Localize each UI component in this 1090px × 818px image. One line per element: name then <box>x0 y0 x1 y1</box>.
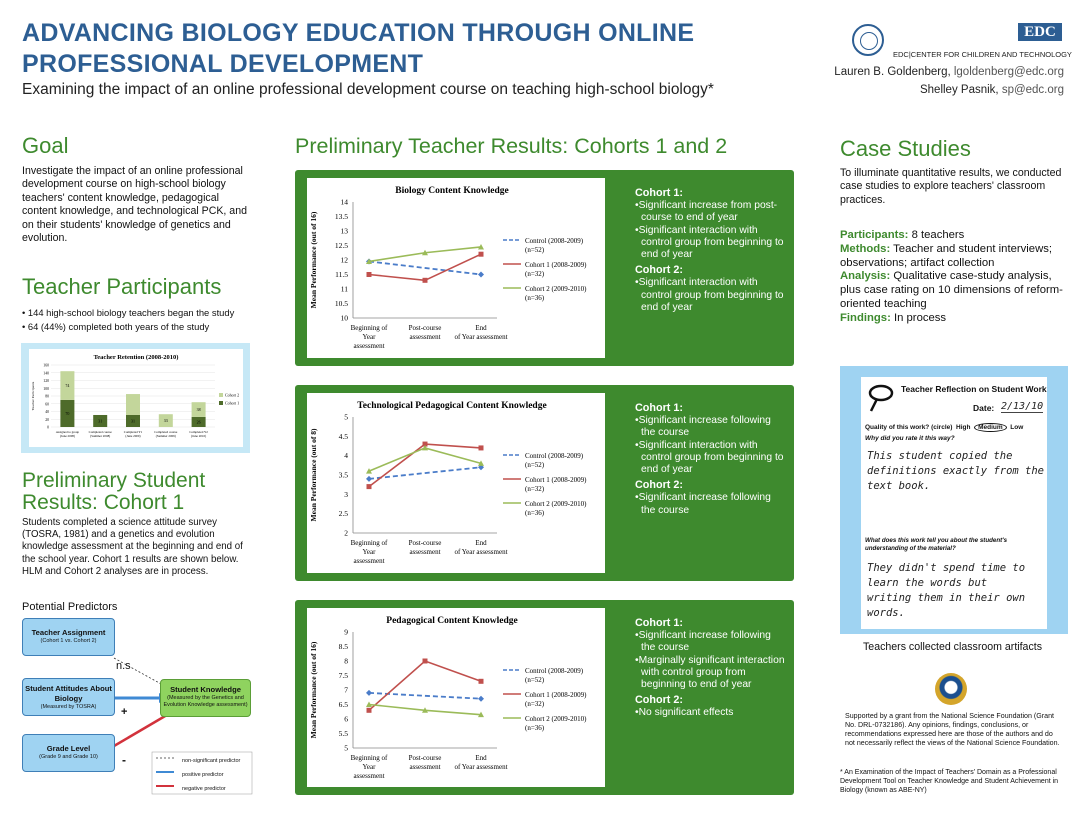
legend-label: Cohort 1 (2008-2009) <box>525 476 587 484</box>
author-1 <box>834 66 1064 78</box>
date-label: Date: <box>973 403 995 413</box>
nsf-logo-icon <box>935 673 967 705</box>
date-value: 2/13/10 <box>1001 401 1044 412</box>
x-tick-label: (June 2008) <box>59 434 75 438</box>
cohort1-heading: Cohort 1: <box>635 617 683 629</box>
legend-label: (n=52) <box>525 461 545 469</box>
y-tick-label: 6.5 <box>338 700 348 709</box>
data-point <box>478 696 484 702</box>
participants-value: 8 teachers <box>911 229 965 241</box>
result-item: •No significant effects <box>635 707 734 719</box>
y-tick-label: 60 <box>45 402 49 407</box>
why-question: Why did you rate it this way? <box>865 435 955 442</box>
legend-label: Control (2008-2009) <box>525 667 584 675</box>
legend-negative: negative predictor <box>182 786 226 792</box>
x-tick-label: (Summer 2008) <box>90 434 111 438</box>
y-tick-label: 0 <box>47 425 49 430</box>
x-tick-label: Post-course <box>408 324 442 332</box>
data-point <box>478 272 484 278</box>
x-tick-label: (June 2009) <box>125 434 141 438</box>
author-2 <box>920 84 1064 96</box>
legend-label: (n=36) <box>525 509 545 517</box>
case-studies-text: To illuminate quantitative results, we conducted case studies to explore teachers' classroom practices. <box>840 167 1062 206</box>
case-studies-heading: Case Studies <box>840 136 971 161</box>
bar-label: 70 <box>65 410 70 416</box>
teacher-results-heading: Preliminary Teacher Results: Cohorts 1 and 2 <box>295 134 728 158</box>
list-item: • 144 high-school biology teachers began the study <box>22 307 235 318</box>
cohort2-heading: Cohort 2: <box>635 694 683 707</box>
result-item: •Significant increase from post-course to end of year <box>635 200 778 224</box>
author-name: Shelley Pasnik, <box>919 84 999 96</box>
data-point <box>423 659 428 664</box>
methods-label: Methods: <box>840 242 891 255</box>
legend-label: (n=32) <box>525 270 545 278</box>
legend-label: (n=36) <box>525 294 545 302</box>
result-item: •Significant increase following the course <box>635 415 771 439</box>
legend-label: (n=32) <box>525 485 545 493</box>
grade-level-box: Grade Level (Grade 9 and Grade 10) <box>22 734 115 772</box>
legend-label: Control (2008-2009) <box>525 237 584 245</box>
legend-label: Cohort 2 (2009-2010) <box>525 715 587 723</box>
x-tick-label: End <box>475 324 487 332</box>
ns-label: n.s <box>116 660 131 672</box>
chart-title: Biology Content Knowledge <box>395 186 509 196</box>
y-tick-label: 7.5 <box>338 671 348 680</box>
y-tick-label: 140 <box>43 371 49 376</box>
analysis-value: Qualitative case-study analysis, plus case rating on 10 dimensions of reform-oriented teaching <box>840 270 1063 310</box>
bar-label: 31 <box>131 418 135 424</box>
footnote: * An Examination of the Impact of Teachers' Domain as a Professional Development Tool on Teacher Knowledge and Student Achievement in Biology (known as ABE-NY) <box>840 769 1059 794</box>
x-tick-label: assessment <box>409 333 441 341</box>
understanding-answer: They didn't spend time to learn the words but writing them in their own words. <box>867 562 1026 619</box>
y-tick-label: 5.5 <box>338 729 348 738</box>
artifact-caption: Teachers collected classroom artifacts <box>863 641 1042 653</box>
x-tick-label: assessment <box>353 557 385 565</box>
teacher-participants-heading: Teacher Participants <box>22 274 222 299</box>
x-tick-label: of Year assessment <box>454 548 508 556</box>
understanding-question: What does this work tell you about the student's understanding of the material? <box>865 537 1008 552</box>
x-tick-label: End <box>475 539 487 547</box>
author-name: Lauren B. Goldenberg, <box>834 66 951 78</box>
methods-value: Teacher and student interviews; observations; artifact collection <box>840 242 1053 269</box>
chart-title: Technological Pedagogical Content Knowledge <box>357 401 547 411</box>
result-item: •Marginally significant interaction with control group from beginning to end of year <box>635 654 785 691</box>
poster-title: ADVANCING BIOLOGY EDUCATION THROUGH ONLINE PROFESSIONAL DEVELOPMENT <box>22 19 695 78</box>
data-point <box>479 679 484 684</box>
edc-badge: EDC <box>1018 23 1062 41</box>
chart-title: Pedagogical Content Knowledge <box>386 616 518 626</box>
x-tick-label: Post-course <box>408 754 442 762</box>
y-tick-label: 6 <box>344 714 348 724</box>
edc-globe-logo-icon <box>852 24 884 56</box>
x-tick-label: assessment <box>409 548 441 556</box>
y-tick-label: 10.5 <box>334 299 348 308</box>
legend-label: (n=36) <box>525 724 545 732</box>
predictors-heading: Potential Predictors <box>22 601 118 613</box>
x-tick-label: Beginning of <box>350 324 388 332</box>
x-tick-label: Year <box>362 333 376 341</box>
y-axis-label: Mean Performance (out of 16) <box>309 211 318 309</box>
participants-label: Participants: <box>840 229 909 241</box>
y-tick-label: 160 <box>43 363 49 368</box>
x-tick-label: (Summer 2009) <box>155 434 176 438</box>
artifact-sheet <box>861 377 1047 629</box>
bar-label: 26 <box>196 419 201 425</box>
x-tick-label: Completed course <box>88 430 112 434</box>
x-tick-label: of Year assessment <box>454 333 508 341</box>
y-tick-label: 12.5 <box>334 241 348 250</box>
x-tick-label: assessment <box>353 342 385 350</box>
legend-label: Control (2008-2009) <box>525 452 584 460</box>
pck-results <box>635 614 785 720</box>
minus-label: - <box>122 753 126 767</box>
artifact-title: Teacher Reflection on Student Work <box>901 384 1047 394</box>
data-point <box>423 278 428 283</box>
y-tick-label: 7 <box>344 685 348 695</box>
circled-medium: Medium <box>974 423 1007 432</box>
legend-swatch <box>219 393 223 397</box>
funding-statement: Supported by a grant from the National Science Foundation (Grant No. DRL-0732186). Any opinions, findings, conclusions, or recommendations expressed here are those of the authors and do not necessarily reflect the views of the National Science Foundation. <box>845 712 1060 747</box>
student-attitudes-box: Student Attitudes About Biology (Measured by TOSRA) <box>22 678 115 716</box>
y-tick-label: 2 <box>344 528 348 538</box>
series-line <box>369 261 481 274</box>
series-line <box>369 448 481 471</box>
goal-text: Investigate the impact of an online professional development course on high-school biology teachers' content knowledge, pedagogical content knowledge, and technological PCK, and on their students' knowledge of genetics and evolution. <box>22 165 247 245</box>
poster-subtitle: Examining the impact of an online professional development course on teaching high-school biology* <box>22 81 714 98</box>
y-tick-label: 13 <box>340 226 348 236</box>
org-name: EDC|CENTER FOR CHILDREN AND TECHNOLOGY <box>893 50 1072 59</box>
legend-swatch <box>219 401 223 405</box>
y-tick-label: 120 <box>43 379 49 383</box>
y-axis-label: Mean Performance (out of 8) <box>309 428 318 522</box>
y-tick-label: 5 <box>344 412 348 422</box>
x-tick-label: of Year assessment <box>454 763 508 771</box>
result-item: •Significant increase following the course <box>635 630 771 654</box>
retention-chart <box>29 349 243 447</box>
predictor-legend <box>182 754 240 796</box>
retention-chart-panel <box>21 343 250 453</box>
legend-ns: non-significant predictor <box>182 758 241 764</box>
findings-value: In process <box>893 311 947 324</box>
x-tick-label: assessment <box>353 772 385 780</box>
bar-label: 74 <box>65 383 70 389</box>
y-tick-label: 9 <box>344 627 348 637</box>
legend-label: Cohort 2 <box>225 392 240 398</box>
author-email[interactable]: sp@edc.org <box>1001 84 1064 96</box>
student-results-text: Students completed a science attitude survey (TOSRA, 1981) and a genetics and evolution knowledge assessment at the beginning and end of the school year. Cohort 1 results are shown below. HLM and Cohort 2 analyses are in process. <box>22 517 243 577</box>
result-item: •Significant interaction with control group from beginning to end of year <box>635 277 784 313</box>
x-tick-label: Assigned to group <box>55 430 80 434</box>
x-tick-label: Year <box>362 763 376 771</box>
data-point <box>366 476 372 482</box>
series-line <box>369 661 481 710</box>
series-line <box>369 444 481 487</box>
data-point <box>366 690 372 696</box>
teacher-assignment-box: Teacher Assignment (Cohort 1 vs. Cohort 2) <box>22 618 115 656</box>
why-answer: This student copied the definitions exactly from the text book. <box>867 450 1045 492</box>
y-tick-label: 13.5 <box>334 212 348 221</box>
legend-positive: positive predictor <box>182 772 224 778</box>
y-tick-label: 40 <box>45 410 49 414</box>
y-tick-label: 100 <box>43 386 49 391</box>
y-axis-label: Mean Performance (out of 16) <box>309 641 318 739</box>
result-item: •Significant interaction with control group from beginning to end of year <box>635 224 784 261</box>
y-tick-label: 11 <box>340 284 348 294</box>
y-tick-label: 80 <box>45 394 49 399</box>
cohort1-heading: Cohort 1: <box>635 402 683 414</box>
plus-label: + <box>121 706 128 718</box>
data-point <box>367 484 372 489</box>
quality-question: Quality of this work? (circle) High Medium Low <box>865 424 1024 431</box>
data-point <box>479 445 484 450</box>
legend-label: (n=52) <box>525 246 545 254</box>
cohort2-heading: Cohort 2: <box>635 479 683 492</box>
findings-label: Findings: <box>840 311 891 324</box>
x-tick-label: assessment <box>409 763 441 771</box>
data-point <box>479 252 484 257</box>
x-tick-label: Completed course <box>154 430 178 434</box>
pck-panel <box>295 600 794 795</box>
legend-label: Cohort 1 <box>225 400 240 406</box>
y-tick-label: 14 <box>340 197 348 207</box>
result-item: •Significant interaction with control group from beginning to end of year <box>635 439 784 476</box>
y-tick-label: 3 <box>344 489 348 499</box>
x-tick-label: (June 2010) <box>191 434 207 438</box>
pck-chart <box>307 608 605 787</box>
retention-ylabel: Teacher Participants <box>31 381 35 411</box>
x-tick-label: Completed Y2 <box>189 430 208 434</box>
x-tick-label: End <box>475 754 487 762</box>
cohort2-heading: Cohort 2: <box>635 264 683 277</box>
bck-panel <box>295 170 794 366</box>
bar-label: 33 <box>163 418 168 424</box>
bar-cohort2 <box>126 394 140 415</box>
legend-label: Cohort 1 (2008-2009) <box>525 691 587 699</box>
teacher-participants-list <box>22 306 234 334</box>
x-tick-label: Beginning of <box>350 539 388 547</box>
legend-label: Cohort 2 (2009-2010) <box>525 285 587 293</box>
y-tick-label: 4.5 <box>338 431 348 441</box>
y-tick-label: 8 <box>344 656 348 666</box>
y-tick-label: 10 <box>340 313 348 323</box>
bck-results <box>635 184 785 314</box>
tpck-panel <box>295 385 794 581</box>
case-studies-details <box>840 229 1065 326</box>
result-item: •Significant increase following the course <box>635 492 771 516</box>
student-results-heading: Preliminary Student Results: Cohort 1 <box>22 469 206 514</box>
data-point <box>367 272 372 277</box>
x-tick-label: Post-course <box>408 539 442 547</box>
x-tick-label: Completed Y1 <box>123 430 143 434</box>
retention-title: Teacher Retention (2008-2010) <box>93 354 179 361</box>
legend-label: (n=52) <box>525 676 545 684</box>
y-tick-label: 3.5 <box>338 470 348 480</box>
bck-chart <box>307 178 605 358</box>
author-email[interactable]: lgoldenberg@edc.org <box>953 66 1064 78</box>
bar-label: 38 <box>196 407 201 413</box>
x-tick-label: Year <box>362 548 376 556</box>
list-item: • 64 (44%) completed both years of the study <box>22 321 210 332</box>
y-tick-label: 2.5 <box>338 509 348 519</box>
y-tick-label: 20 <box>45 417 49 422</box>
data-point <box>367 708 372 713</box>
cohort1-heading: Cohort 1: <box>635 187 683 199</box>
artifact-panel <box>840 366 1068 634</box>
bar-label: 31 <box>98 418 103 424</box>
legend-label: Cohort 2 (2009-2010) <box>525 500 587 508</box>
y-tick-label: 12 <box>340 255 348 265</box>
y-tick-label: 5 <box>344 743 348 753</box>
magnifier-icon <box>867 383 895 413</box>
goal-heading: Goal <box>22 133 69 158</box>
y-tick-label: 11.5 <box>335 270 348 279</box>
y-tick-label: 8.5 <box>338 642 348 651</box>
tpck-results <box>635 399 785 517</box>
tpck-chart <box>307 393 605 573</box>
legend-label: Cohort 1 (2008-2009) <box>525 261 587 269</box>
y-tick-label: 4 <box>344 451 348 461</box>
analysis-label: Analysis: <box>840 270 891 283</box>
x-tick-label: Beginning of <box>350 754 388 762</box>
student-knowledge-box: Student Knowledge (Measured by the Genetics and Evolution Knowledge assessment) <box>160 679 251 717</box>
legend-label: (n=32) <box>525 700 545 708</box>
